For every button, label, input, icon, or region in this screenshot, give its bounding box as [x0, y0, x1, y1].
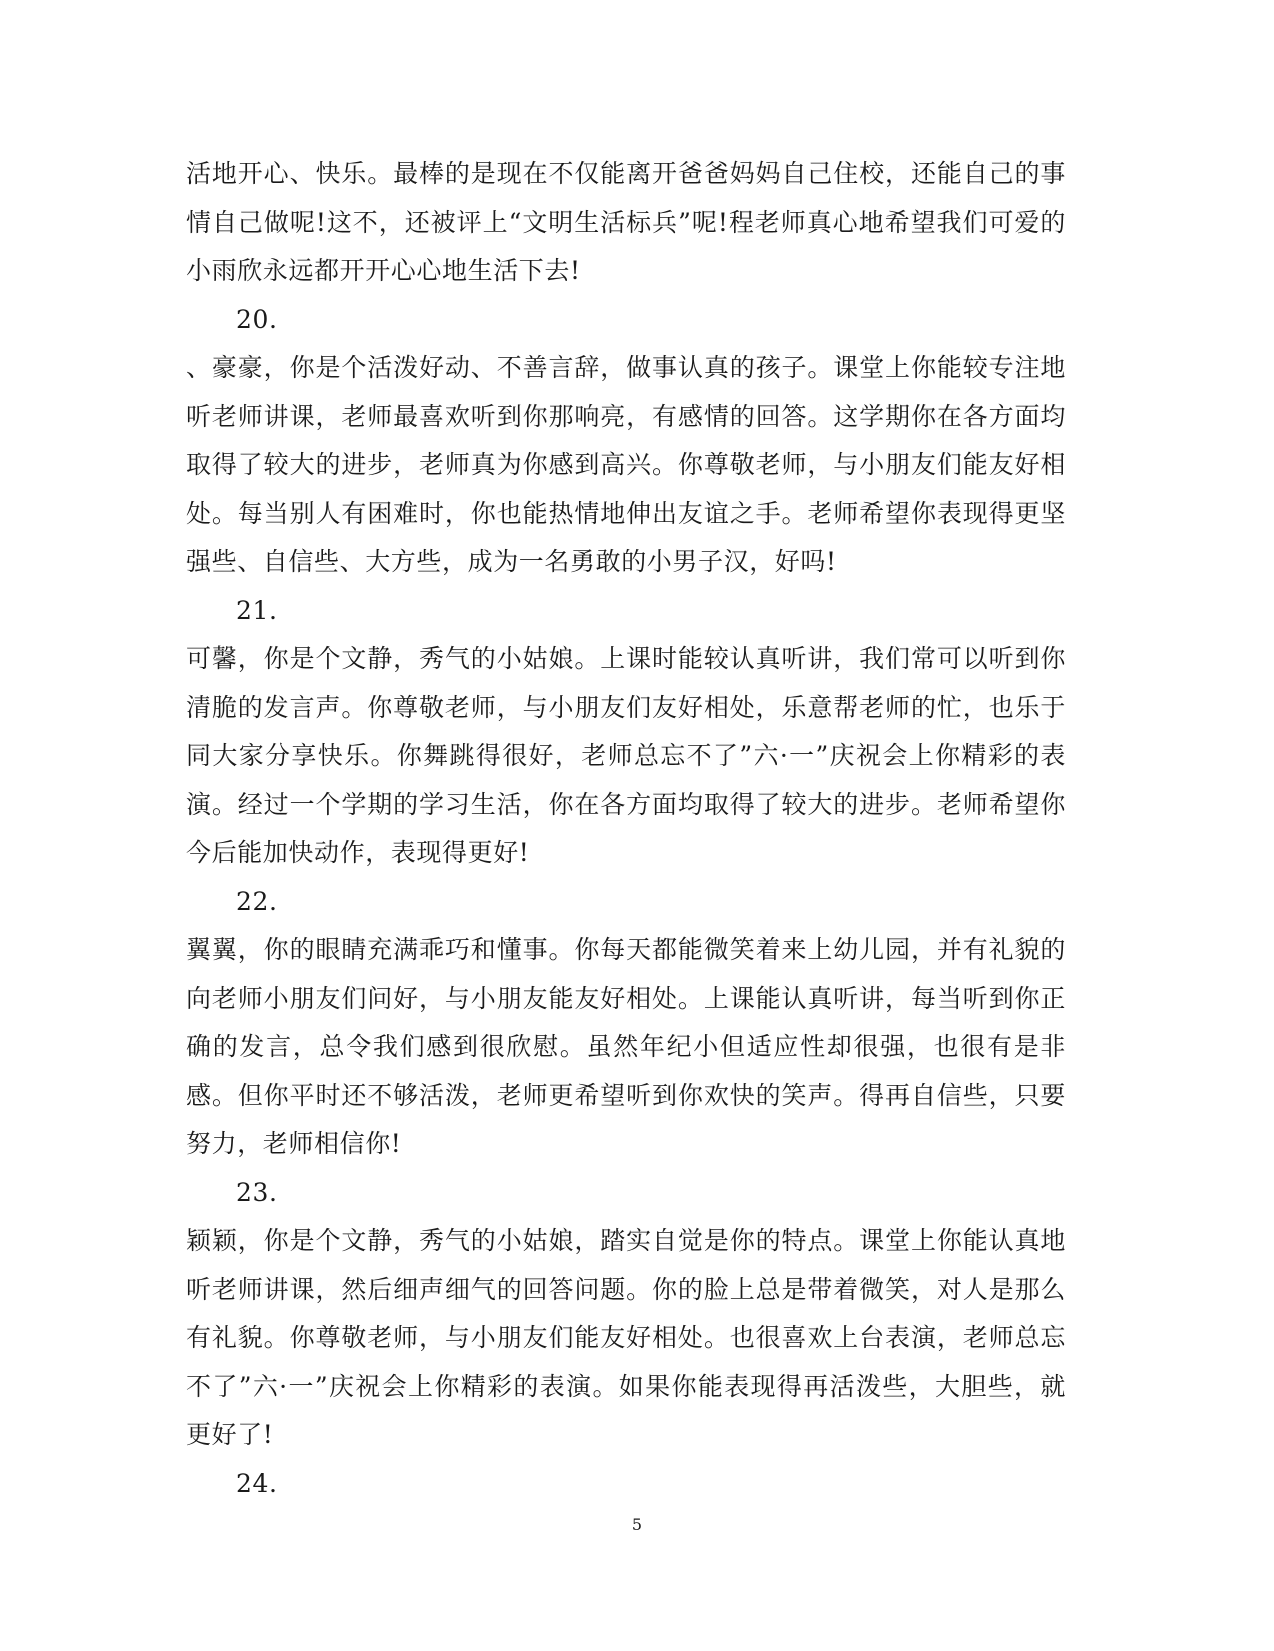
- paragraph: 翼翼，你的眼睛充满乖巧和懂事。你每天都能微笑着来上幼儿园，并有礼貌的向老师小朋友们问好，与小朋友能友好相处。上课能认真听讲，每当听到你正确的发言，总令我们感到很欣慰。虽然年纪小但适应性却很强，也很有是非感。但你平时还不够活泼，老师更希望听到你欢快的笑声。得再自信些，只要努力，老师相信你!: [186, 935, 1066, 1158]
- page-number: 5: [631, 1515, 643, 1534]
- entry-number: 21.: [236, 595, 278, 625]
- paragraph: 可馨，你是个文静，秀气的小姑娘。上课时能较认真听讲，我们常可以听到你清脆的发言声。你尊敬老师，与小朋友们友好相处，乐意帮老师的忙，也乐于同大家分享快乐。你舞跳得很好，老师总忘不了”六·一”庆祝会上你精彩的表演。经过一个学期的学习生活，你在各方面均取得了较大的进步。老师希望你今后能加快动作，表现得更好!: [186, 644, 1066, 867]
- entry-number: 24.: [236, 1468, 278, 1498]
- paragraph: 颖颖，你是个文静，秀气的小姑娘，踏实自觉是你的特点。课堂上你能认真地听老师讲课，然后细声细气的回答问题。你的脸上总是带着微笑，对人是那么有礼貌。你尊敬老师，与小朋友们能友好相处。也很喜欢上台表演，老师总忘不了”六·一”庆祝会上你精彩的表演。如果你能表现得再活泼些，大胆些，就更好了!: [186, 1226, 1066, 1449]
- entry-number: 23.: [236, 1177, 278, 1207]
- paragraph: 活地开心、快乐。最棒的是现在不仅能离开爸爸妈妈自己住校，还能自己的事情自己做呢!这不，还被评上“文明生活标兵”呢!程老师真心地希望我们可爱的小雨欣永远都开开心心地生活下去!: [186, 159, 1066, 285]
- paragraph: 、豪豪，你是个活泼好动、不善言辞，做事认真的孩子。课堂上你能较专注地听老师讲课，老师最喜欢听到你那响亮，有感情的回答。这学期你在各方面均取得了较大的进步，老师真为你感到高兴。你尊敬老师，与小朋友们能友好相处。每当别人有困难时，你也能热情地伸出友谊之手。老师希望你表现得更坚强些、自信些、大方些，成为一名勇敢的小男子汉，好吗!: [186, 353, 1066, 576]
- entry-number: 22.: [236, 886, 278, 916]
- entry-number: 20.: [236, 304, 278, 334]
- document-body: [186, 150, 1066, 1508]
